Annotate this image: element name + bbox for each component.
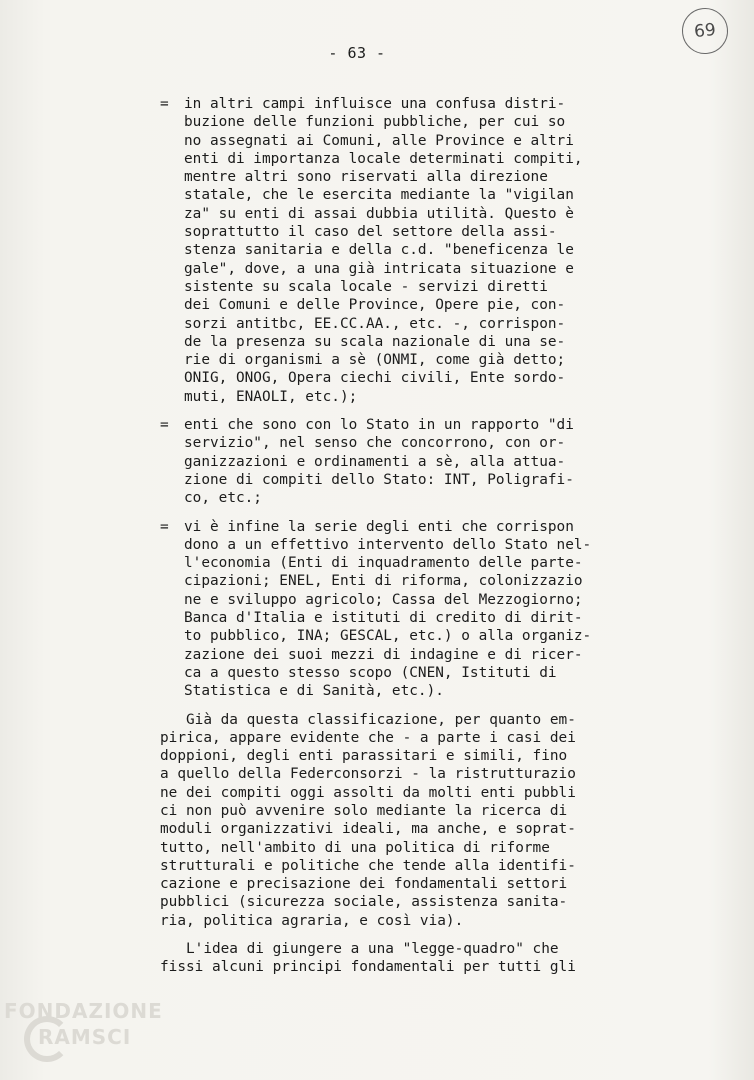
archive-stamp: 69 <box>680 6 731 57</box>
text-line: co, etc.; <box>184 490 262 507</box>
text-line: pubblici (sicurezza sociale, assistenza sanita- <box>160 894 568 911</box>
text-line: stenza sanitaria e della c.d. "beneficenza le <box>184 242 574 259</box>
text-line: muti, ENAOLI, etc.); <box>184 388 358 405</box>
text-line: cipazioni; ENEL, Enti di riforma, colonizzazio <box>184 573 583 590</box>
text-line: cazione e precisazione dei fondamentali settori <box>160 876 568 893</box>
text-line: ria, politica agraria, e così via). <box>160 912 464 929</box>
bullet-mark: = <box>160 96 169 112</box>
text-line: fissi alcuni principi fondamentali per tutti gli <box>160 959 576 976</box>
text-line: za" su enti di assai dubbia utilità. Questo è <box>184 205 574 222</box>
text-line: l'economia (Enti di inquadramento delle parte- <box>184 555 583 572</box>
text-line: dono a un effettivo intervento dello Stato nel- <box>184 536 592 553</box>
text-line: mentre altri sono riservati alla direzione <box>184 169 548 186</box>
text-line: moduli organizzativi ideali, ma anche, e soprat- <box>160 821 576 838</box>
paragraph-1 <box>160 711 630 931</box>
bullet-mark: = <box>160 417 169 434</box>
text-line: ne e sviluppo agricolo; Cassa del Mezzogiorno; <box>184 591 583 608</box>
paragraph-2 <box>160 940 630 977</box>
text-line: ne dei compiti oggi assolti da molti enti pubbli <box>160 784 576 801</box>
bullet-item-2 <box>160 416 630 507</box>
bullet-item-3 <box>160 518 630 701</box>
text-line: Banca d'Italia e istituti di credito di dirit- <box>184 610 583 627</box>
text-line: pirica, appare evidente che - a parte i casi dei <box>160 729 576 746</box>
text-line: in altri campi influisce una confusa distri- <box>184 96 566 112</box>
text-line: vi è infine la serie degli enti che corrispon <box>184 518 574 535</box>
text-line: no assegnati ai Comuni, alle Province e altri <box>184 132 574 149</box>
page-number: - 63 - <box>328 44 386 62</box>
text-line: de la presenza su scala nazionale di una se- <box>184 333 566 350</box>
text-line: buzione delle funzioni pubbliche, per cui so <box>184 114 566 131</box>
text-line: Già da questa classificazione, per quanto em- <box>160 711 576 728</box>
text-line: tutto, nell'ambito di una politica di riforme <box>160 839 550 856</box>
text-line: ca a questo stesso scopo (CNEN, Istituti di <box>184 664 557 681</box>
watermark <box>4 998 204 1050</box>
text-line: sorzi antitbc, EE.CC.AA., etc. -, corrispon- <box>184 315 566 332</box>
bullet-item-1 <box>160 95 630 406</box>
text-line: doppioni, degli enti parassitari e simili, fino <box>160 748 568 765</box>
text-line: enti di importanza locale determinati compiti, <box>184 150 583 167</box>
text-line: rie di organismi a sè (ONMI, come già detto; <box>184 352 566 369</box>
text-line: strutturali e politiche che tende alla identifi- <box>160 857 576 874</box>
text-line: Statistica e di Sanità, etc.). <box>184 683 444 700</box>
bullet-mark: = <box>160 518 169 535</box>
text-line: zione di compiti dello Stato: INT, Poligrafi- <box>184 471 574 488</box>
text-line: statale, che le esercita mediante la "vigilan <box>184 187 574 204</box>
text-line: ci non può avvenire solo mediante la ricerca di <box>160 802 568 819</box>
text-line: to pubblico, INA; GESCAL, etc.) o alla organiz- <box>184 628 592 645</box>
text-line: soprattutto il caso del settore della assi- <box>184 224 557 241</box>
body-text <box>160 95 630 977</box>
text-line: enti che sono con lo Stato in un rapporto "di <box>184 417 574 434</box>
text-line: a quello della Federconsorzi - la ristrutturazio <box>160 766 576 783</box>
watermark-line-1: FONDAZIONE <box>4 999 163 1023</box>
text-line: dei Comuni e delle Province, Opere pie, con- <box>184 297 566 314</box>
text-line: servizio", nel senso che concorrono, con or- <box>184 435 566 452</box>
text-line: ganizzazioni e ordinamenti a sè, alla attua- <box>184 453 566 470</box>
text-line: zazione dei suoi mezzi di indagine e di ricer- <box>184 646 583 663</box>
watermark-line-2: RAMSCI <box>38 1025 132 1049</box>
text-line: sistente su scala locale - servizi diretti <box>184 278 548 295</box>
text-line: gale", dove, a una già intricata situazione e <box>184 260 574 277</box>
text-line: L'idea di giungere a una "legge-quadro" che <box>160 941 559 958</box>
text-line: ONIG, ONOG, Opera ciechi civili, Ente sordo- <box>184 370 566 387</box>
